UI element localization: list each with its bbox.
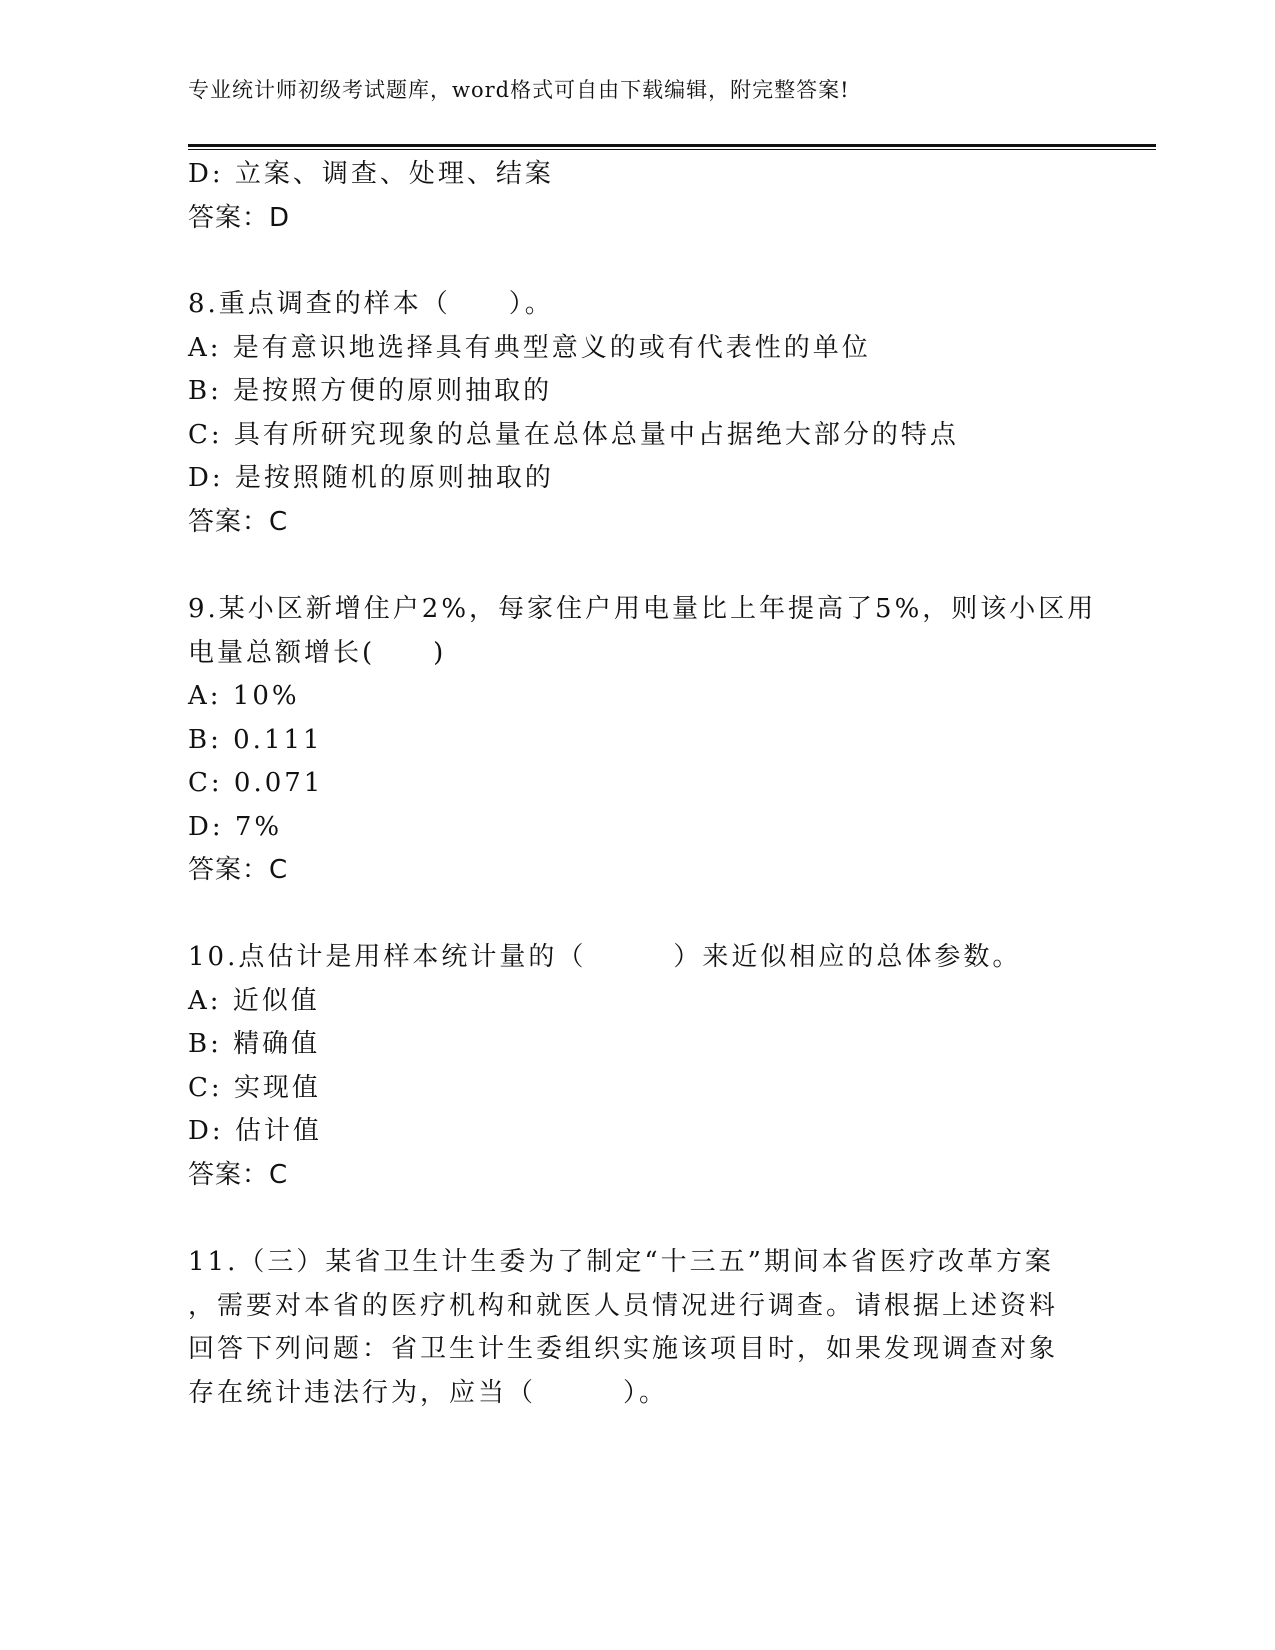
question-9-line-2: 电量总额增长( ) xyxy=(188,638,447,668)
option-a-q8: A: 是有意识地选择具有典型意义的或有代表性的单位 xyxy=(188,333,871,363)
question-8: 8.重点调查的样本（ ）。 xyxy=(188,289,554,319)
answer-q10: 答案：C xyxy=(188,1160,289,1190)
question-9-line-1: 9.某小区新增住户2%，每家住户用电量比上年提高了5%，则该小区用 xyxy=(188,594,1097,624)
header-divider xyxy=(188,144,1156,150)
question-11-line-1: 11.（三）某省卫生计生委为了制定“十三五”期间本省医疗改革方案 xyxy=(188,1247,1054,1277)
option-b-q10: B: 精确值 xyxy=(188,1029,321,1059)
question-11-line-3: 回答下列问题：省卫生计生委组织实施该项目时，如果发现调查对象 xyxy=(188,1334,1059,1364)
answer-q9: 答案：C xyxy=(188,855,289,885)
option-c-q9: C: 0.071 xyxy=(188,768,324,798)
option-a-q9: A: 10% xyxy=(188,681,300,711)
option-d-q9: D: 7% xyxy=(188,812,283,842)
option-a-q10: A: 近似值 xyxy=(188,986,320,1016)
option-d-q8: D: 是按照随机的原则抽取的 xyxy=(188,463,554,493)
page-header: 专业统计师初级考试题库，word格式可自由下载编辑，附完整答案! xyxy=(188,78,850,102)
option-d-q7: D: 立案、调查、处理、结案 xyxy=(188,159,554,189)
question-10: 10.点估计是用样本统计量的（ ）来近似相应的总体参数。 xyxy=(188,942,1022,972)
option-c-q10: C: 实现值 xyxy=(188,1073,321,1103)
question-11-line-2: ，需要对本省的医疗机构和就医人员情况进行调查。请根据上述资料 xyxy=(188,1291,1059,1321)
option-b-q8: B: 是按照方便的原则抽取的 xyxy=(188,376,553,406)
option-d-q10: D: 估计值 xyxy=(188,1116,322,1146)
answer-q8: 答案：C xyxy=(188,507,289,537)
option-c-q8: C: 具有所研究现象的总量在总体总量中占据绝大部分的特点 xyxy=(188,420,959,450)
question-11-line-4: 存在统计违法行为，应当（ ）。 xyxy=(188,1378,669,1408)
option-b-q9: B: 0.111 xyxy=(188,725,323,755)
answer-q7: 答案：D xyxy=(188,203,291,233)
